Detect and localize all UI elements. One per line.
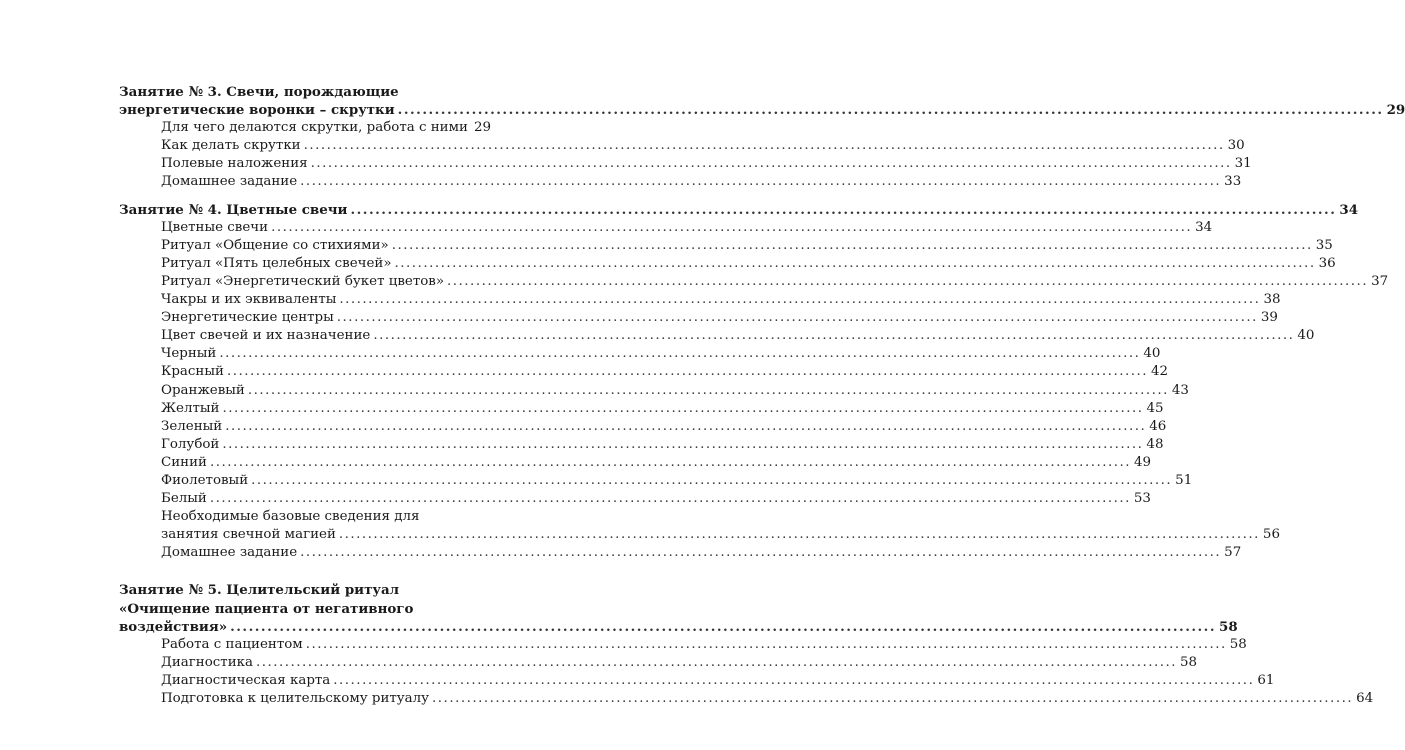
page-number: 42 [1150, 364, 1169, 380]
dot-leader: ................................................................................................................................................................ [209, 454, 1131, 470]
dot-leader: ................................................................................................................................................................ [338, 527, 1260, 543]
entry-title: Черный [161, 346, 217, 362]
toc-entry[interactable] [119, 219, 1213, 237]
page-number: 39 [1260, 310, 1278, 326]
dot-leader: ................................................................................................................................................................ [336, 310, 1258, 326]
dot-leader: ................................................................................................................................................................ [300, 545, 1222, 561]
section-heading-entry[interactable] [119, 201, 1359, 219]
entry-title: Цветные свечи [161, 219, 269, 235]
page-number: 29 [1386, 102, 1405, 119]
page-number: 57 [1224, 545, 1242, 561]
entry-title: Ритуал «Общение со стихиями» [161, 237, 389, 253]
page-number: 58 [1229, 636, 1247, 652]
entry-title: Диагностика [161, 654, 253, 670]
page-number: 51 [1175, 472, 1193, 488]
toc-section-5 [119, 581, 1374, 708]
dot-leader: ................................................................................................................................................................ [305, 636, 1227, 652]
entry-title: Работа с пациентом [161, 636, 303, 652]
page-number: 40 [1297, 328, 1315, 344]
entry-title: Необходимые базовые сведения для [161, 509, 420, 525]
section-heading-text: Занятие № 4. Цветные свечи [119, 201, 348, 218]
dot-leader: ................................................................................................................................................................ [300, 174, 1222, 190]
page-number: 31 [1234, 156, 1252, 172]
section-spacer [119, 192, 474, 201]
dot-leader: ................................................................................................................................................................ [226, 364, 1148, 380]
dot-leader: ................................................................................................................................................................ [230, 618, 1217, 635]
entry-title: Белый [161, 491, 207, 507]
page-number: 35 [1315, 237, 1333, 253]
entry-title: Синий [161, 454, 207, 470]
entry-title: Ритуал «Пять целебных свечей» [161, 255, 392, 271]
page-number: 36 [1318, 255, 1336, 271]
entry-title: Красный [161, 364, 224, 380]
page-number: 46 [1149, 418, 1167, 434]
toc-entry[interactable] [119, 119, 491, 137]
toc-entry[interactable] [119, 173, 1242, 191]
toc-entry[interactable] [119, 654, 1198, 672]
dot-leader: ................................................................................................................................................................ [303, 138, 1225, 154]
dot-leader: ................................................................................................................................................................ [391, 237, 1313, 253]
toc-entry[interactable] [119, 273, 1389, 291]
table-of-contents [119, 83, 1405, 708]
dot-leader: ................................................................................................................................................................ [373, 328, 1295, 344]
section-heading-entry[interactable] [119, 101, 1405, 119]
page-number: 45 [1146, 400, 1164, 416]
entry-title: Ритуал «Энергетический букет цветов» [161, 273, 445, 289]
section-heading-text: воздействия» [119, 618, 228, 635]
section-spacer [119, 562, 474, 581]
entry-title: Домашнее задание [161, 174, 298, 190]
dot-leader: ................................................................................................................................................................ [339, 292, 1261, 308]
entry-title: Оранжевый [161, 382, 245, 398]
section-heading-text: «Очищение пациента от негативного [119, 600, 414, 617]
page-number: 64 [1356, 691, 1374, 706]
dot-leader: ................................................................................................................................................................ [333, 672, 1255, 688]
section-heading-line [119, 581, 474, 599]
dot-leader: ................................................................................................................................................................ [350, 201, 1337, 218]
page-number: 33 [1224, 174, 1242, 190]
entry-title: Диагностическая карта [161, 672, 331, 688]
entry-title: занятия свечной магией [161, 527, 336, 543]
page-number: 30 [1227, 138, 1245, 154]
page-number: 34 [1195, 219, 1213, 235]
toc-entry[interactable] [119, 526, 1280, 544]
entry-title: Желтый [161, 400, 220, 416]
page-number: 53 [1133, 491, 1151, 507]
toc-section-3 [119, 83, 1405, 192]
page-number: 61 [1257, 672, 1275, 688]
entry-title: Зеленый [161, 418, 223, 434]
entry-title: Подготовка к целительскому ритуалу [161, 691, 430, 706]
dot-leader: ................................................................................................................................................................ [397, 102, 1384, 119]
entry-title: Для чего делаются скрутки, работа с ними [161, 120, 468, 136]
dot-leader: ................................................................................................................................................................ [271, 219, 1193, 235]
toc-entry-line [119, 508, 474, 526]
toc-entry[interactable] [119, 327, 1315, 345]
toc-entry[interactable] [119, 672, 1275, 690]
page-number: 58 [1180, 654, 1198, 670]
dot-leader: ................................................................................................................................................................ [219, 346, 1141, 362]
section-heading-text: Занятие № 5. Целительский ритуал [119, 582, 400, 599]
entry-title: Цвет свечей и их назначение [161, 328, 371, 344]
toc-entry[interactable] [119, 690, 1374, 708]
toc-entry[interactable] [119, 490, 1151, 508]
toc-entry[interactable] [119, 137, 1245, 155]
toc-entry[interactable] [119, 382, 1189, 400]
entry-title: Полевые наложения [161, 156, 308, 172]
dot-leader: ................................................................................................................................................................ [447, 273, 1369, 289]
toc-entry[interactable] [119, 436, 1164, 454]
dot-leader: ................................................................................................................................................................ [251, 472, 1173, 488]
section-heading-line [119, 83, 474, 101]
toc-entry[interactable] [119, 237, 1333, 255]
dot-leader: ................................................................................................................................................................ [209, 491, 1131, 507]
page-number: 37 [1371, 273, 1389, 289]
toc-entry[interactable] [119, 544, 1242, 562]
toc-entry[interactable] [119, 345, 1161, 363]
dot-leader: ................................................................................................................................................................ [225, 418, 1147, 434]
entry-title: Как делать скрутки [161, 138, 301, 154]
dot-leader: ................................................................................................................................................................ [310, 156, 1232, 172]
dot-leader: ................................................................................................................................................................ [222, 400, 1144, 416]
page-number: 40 [1143, 346, 1161, 362]
toc-entry[interactable] [119, 400, 1164, 418]
section-heading-text: энергетические воронки – скрутки [119, 102, 395, 119]
entry-title: Голубой [161, 436, 220, 452]
section-heading-line [119, 600, 474, 618]
toc-entry[interactable] [119, 309, 1278, 327]
page-number: 49 [1134, 454, 1152, 470]
page-number: 56 [1262, 527, 1280, 543]
section-heading-text: Занятие № 3. Свечи, порождающие [119, 84, 399, 100]
toc-entry[interactable] [119, 155, 1252, 173]
toc-entry[interactable] [119, 363, 1169, 381]
page-number: 29 [473, 120, 491, 136]
dot-leader: ................................................................................................................................................................ [432, 691, 1354, 706]
toc-entry[interactable] [119, 636, 1247, 654]
toc-entry[interactable] [119, 291, 1281, 309]
dot-leader: ................................................................................................................................................................ [255, 654, 1178, 670]
entry-title: Фиолетовый [161, 472, 249, 488]
page-number: 43 [1171, 382, 1189, 398]
page-number: 34 [1339, 201, 1359, 218]
toc-entry[interactable] [119, 472, 1193, 490]
entry-title: Домашнее задание [161, 545, 298, 561]
entry-title: Энергетические центры [161, 310, 334, 326]
section-heading-entry[interactable] [119, 618, 1238, 636]
toc-section-4 [119, 201, 1389, 563]
toc-entry[interactable] [119, 255, 1336, 273]
toc-entry[interactable] [119, 454, 1152, 472]
dot-leader: ................................................................................................................................................................ [394, 255, 1316, 271]
entry-title: Чакры и их эквиваленты [161, 292, 337, 308]
dot-leader: ................................................................................................................................................................ [247, 382, 1169, 398]
page-number: 48 [1146, 436, 1164, 452]
page-number: 38 [1263, 292, 1281, 308]
page-number: 58 [1219, 618, 1238, 635]
toc-entry[interactable] [119, 418, 1167, 436]
dot-leader: ................................................................................................................................................................ [222, 436, 1144, 452]
